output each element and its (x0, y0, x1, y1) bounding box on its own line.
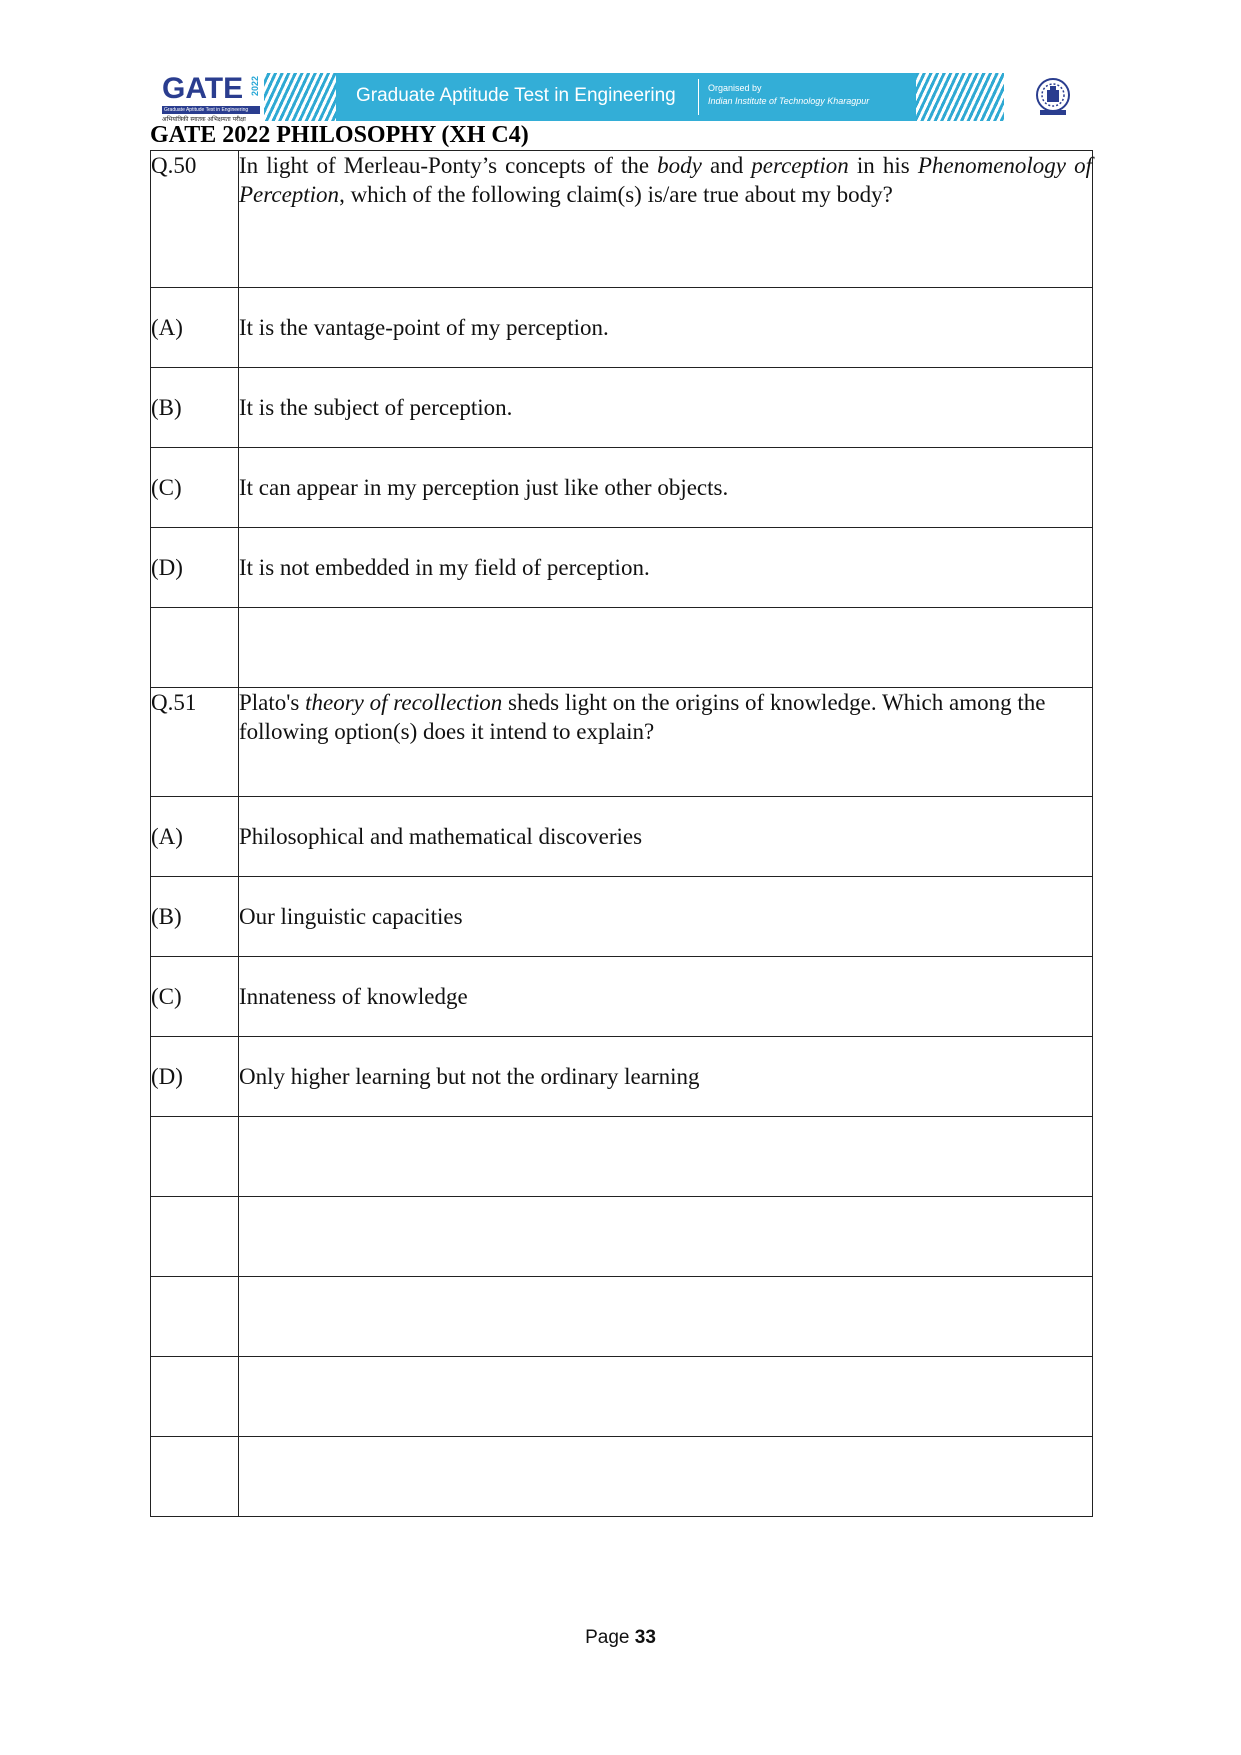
option-text: It is the subject of perception. (239, 368, 1093, 448)
option-label: (A) (151, 288, 239, 368)
option-text: Our linguistic capacities (239, 877, 1093, 957)
question-text-part: in his (848, 153, 918, 178)
logo-word: GATE (162, 72, 244, 105)
question-text-part: , which of the following claim(s) is/are true about my body? (339, 182, 893, 207)
option-row (151, 957, 1093, 1037)
question-number: Q.50 (151, 151, 239, 288)
page-footer (0, 1627, 1241, 1649)
option-label: (B) (151, 368, 239, 448)
question-row (151, 151, 1093, 288)
organiser-name: Indian Institute of Technology Kharagpur (708, 96, 870, 106)
banner-title: Graduate Aptitude Test in Engineering (356, 85, 676, 106)
option-label: (D) (151, 528, 239, 608)
empty-row (151, 608, 1093, 688)
organised-by-label: Organised by (708, 83, 762, 93)
question-row (151, 688, 1093, 797)
option-label: (D) (151, 1037, 239, 1117)
empty-row (151, 1117, 1093, 1197)
document-title: GATE 2022 PHILOSOPHY (XH C4) (150, 122, 529, 148)
empty-cell (239, 1357, 1093, 1437)
question-table (150, 150, 1093, 1517)
option-text: It is not embedded in my field of perception. (239, 528, 1093, 608)
empty-cell (151, 1117, 239, 1197)
empty-cell (151, 1197, 239, 1277)
empty-cell (239, 1117, 1093, 1197)
option-text: Philosophical and mathematical discoveries (239, 797, 1093, 877)
page-label: Page (585, 1627, 630, 1648)
empty-cell (151, 1277, 239, 1357)
page-number: 33 (634, 1627, 656, 1648)
option-text: It can appear in my perception just like other objects. (239, 448, 1093, 528)
logo-hindi-tagline: अभियांत्रिकी स्नातक अभिक्षमता परीक्षा (162, 116, 246, 123)
question-text-italic: theory of recollection (305, 690, 503, 715)
question-text-italic: perception (751, 153, 849, 178)
logo-year: 2022 (250, 76, 260, 97)
option-row (151, 797, 1093, 877)
question-text-part: sheds light on the origins of knowledge. Which among the following option(s) does it intend to explain? (239, 690, 1046, 744)
option-label: (A) (151, 797, 239, 877)
option-row (151, 528, 1093, 608)
empty-row (151, 1437, 1093, 1517)
empty-cell (239, 1197, 1093, 1277)
question-text-part: In light of Merleau-Ponty’s concepts of the (239, 153, 658, 178)
option-row (151, 877, 1093, 957)
option-text: Only higher learning but not the ordinary learning (239, 1037, 1093, 1117)
question-text-part: Plato's (239, 690, 306, 715)
empty-cell (239, 1277, 1093, 1357)
empty-row (151, 1277, 1093, 1357)
option-label: (C) (151, 448, 239, 528)
empty-row (151, 1197, 1093, 1277)
empty-cell (151, 1437, 239, 1517)
iit-kharagpur-emblem-icon (1032, 76, 1074, 118)
empty-cell (239, 1437, 1093, 1517)
question-text (239, 151, 1093, 288)
question-number: Q.51 (151, 688, 239, 797)
option-row (151, 288, 1093, 368)
question-text-part: and (701, 153, 752, 178)
empty-row (151, 1357, 1093, 1437)
question-text-italic: body (657, 153, 702, 178)
question-text-italic: Phenomenology of Perception (239, 153, 1092, 207)
logo-tagline: Graduate Aptitude Test in Engineering (162, 106, 260, 114)
empty-cell (151, 1357, 239, 1437)
banner-divider (698, 79, 699, 115)
option-label: (C) (151, 957, 239, 1037)
option-row (151, 1037, 1093, 1117)
header-banner (264, 73, 1004, 121)
question-text (239, 688, 1093, 797)
empty-cell (151, 608, 239, 688)
option-row (151, 368, 1093, 448)
option-row (151, 448, 1093, 528)
empty-cell (239, 608, 1093, 688)
option-text: It is the vantage-point of my perception. (239, 288, 1093, 368)
gate-logo (162, 74, 272, 122)
option-text: Innateness of knowledge (239, 957, 1093, 1037)
page-header (150, 70, 1080, 126)
option-label: (B) (151, 877, 239, 957)
